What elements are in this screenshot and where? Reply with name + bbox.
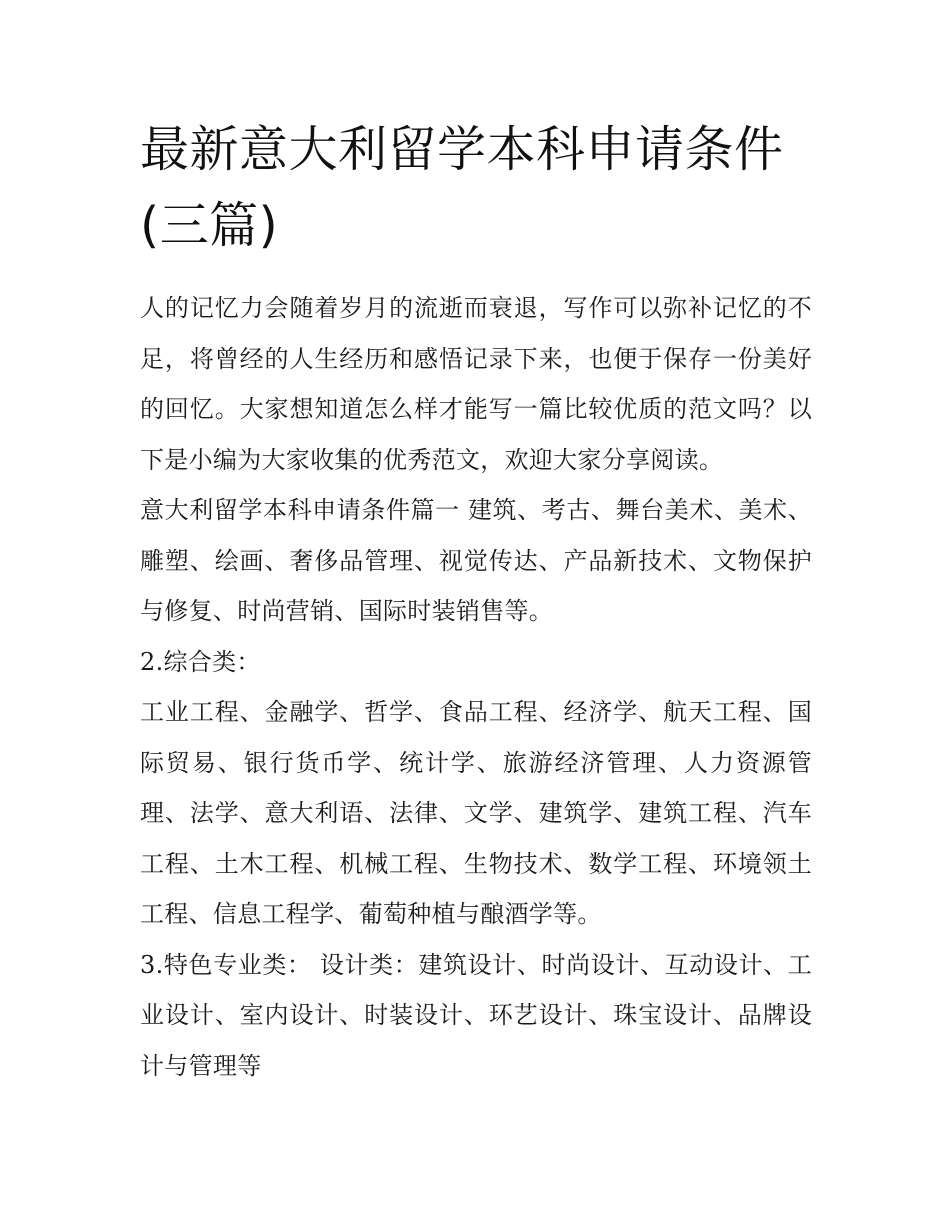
section-3-paragraph: 3.特色专业类： 设计类：建筑设计、时尚设计、互动设计、工业设计、室内设计、时装设计、环艺设计、珠宝设计、品牌设计与管理等 xyxy=(140,950,812,1080)
section-1-paragraph: 意大利留学本科申请条件篇一 建筑、考古、舞台美术、美术、雕塑、绘画、奢侈品管理、视觉传达、产品新技术、文物保护与修复、时尚营销、国际时装销售等。 xyxy=(140,496,812,625)
document-title xyxy=(140,112,812,264)
section-2-paragraph: 工业工程、金融学、哲学、食品工程、经济学、航天工程、国际贸易、银行货币学、统计学、旅游经济管理、人力资源管理、法学、意大利语、法律、文学、建筑学、建筑工程、汽车工程、土木工程、机械工程、生物技术、数学工程、环境领土工程、信息工程学、葡萄种植与酿酒学等。 xyxy=(140,698,812,928)
title-line-2: (三篇) xyxy=(140,197,279,254)
section-2-heading: 2.综合类： xyxy=(140,647,261,676)
title-line-1: 最新意大利留学本科申请条件 xyxy=(140,121,784,178)
document-page xyxy=(140,112,812,1091)
intro-paragraph: 人的记忆力会随着岁月的流逝而衰退，写作可以弥补记忆的不足，将曾经的人生经历和感悟记录下来，也便于保存一份美好的回忆。大家想知道怎么样才能写一篇比较优质的范文吗？以下是小编为大家收集的优秀范文，欢迎大家分享阅读。 xyxy=(140,294,812,474)
document-body xyxy=(140,283,812,1091)
